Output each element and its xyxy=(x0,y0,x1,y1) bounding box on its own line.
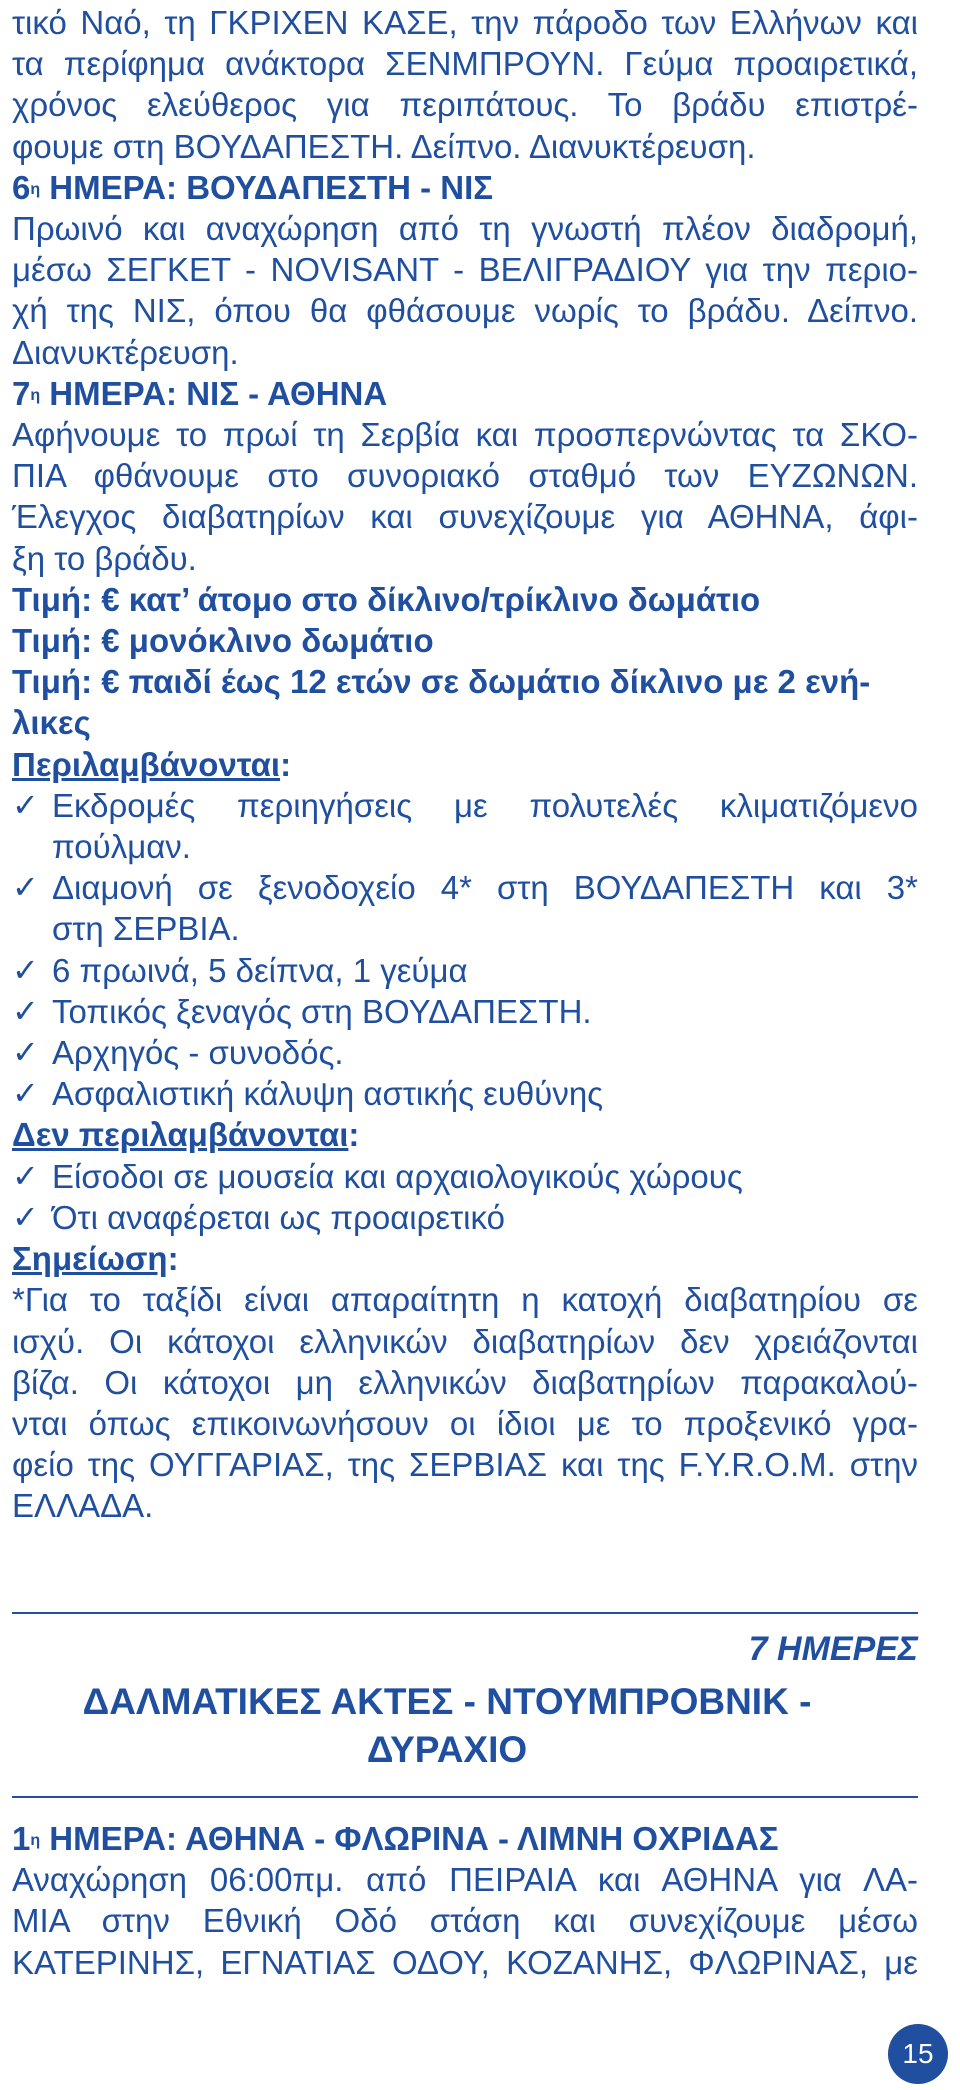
included-item: ✓ 6 πρωινά, 5 δείπνα, 1 γεύμα xyxy=(12,950,918,991)
included-item: ✓ Αρχηγός - συνοδός. xyxy=(12,1032,918,1073)
day6-heading: $6^\eta$ ΗΜΕΡΑ: ΒΟΥΔΑΠΕΣΤΗ - ΝΙΣ xyxy=(12,168,494,206)
intro-line: τα περίφημα ανάκτορα ΣΕΝΜΠΡΟΥΝ. Γεύμα προαιρετικά, xyxy=(12,45,918,83)
price-line: Τιμή: € κατ’ άτομο στο δίκλινο/τρίκλινο δωμάτιο xyxy=(12,580,761,618)
check-icon: ✓ xyxy=(12,1198,39,1235)
section-divider xyxy=(12,1796,918,1798)
note-line: ισχύ. Οι κάτοχοι ελληνικών διαβατηρίων δεν χρειάζονται xyxy=(12,1322,918,1360)
day1-line: ΜΙΑ στην Εθνική Οδό στάση και συνεχίζουμε μέσω xyxy=(12,1902,918,1940)
note-heading: Σημείωση: xyxy=(12,1240,179,1278)
excluded-heading: Δεν περιλαμβάνονται: xyxy=(12,1116,360,1154)
day6-line: Πρωινό και αναχώρηση από τη γνωστή πλέον διαδρομή, xyxy=(12,210,918,248)
day7-line: Έλεγχος διαβατηρίων και συνεχίζουμε για ΑΘΗΝΑ, άφι- xyxy=(12,498,918,536)
day7-line: ΠΙΑ φθάνουμε στο συνοριακό σταθμό των ΕΥΖΩΝΩΝ. xyxy=(12,457,918,495)
day1-line: Αναχώρηση 06:00πμ. από ΠΕΙΡΑΙΑ και ΑΘΗΝΑ για ΛΑ- xyxy=(12,1861,918,1899)
section-divider xyxy=(12,1612,918,1614)
intro-line: φουμε στη ΒΟΥΔΑΠΕΣΤΗ. Δείπνο. Διανυκτέρευση. xyxy=(12,127,756,165)
excluded-item: ✓ Ότι αναφέρεται ως προαιρετικό xyxy=(12,1197,918,1238)
price-line: λικες xyxy=(12,704,91,742)
day7-line: ξη το βράδυ. xyxy=(12,539,197,577)
check-icon: ✓ xyxy=(12,951,39,988)
day6-line: χή της ΝΙΣ, όπου θα φθάσουμε νωρίς το βράδυ. Δείπνο. xyxy=(12,292,918,330)
note-line: νται όπως επικοινωνήσουν οι ίδιοι με το προξενικό γρα- xyxy=(12,1404,918,1442)
day6-line: μέσω ΣΕΓΚΕΤ - NOVISANT - ΒΕΛΙΓΡΑΔΙΟΥ για την περιο- xyxy=(12,251,918,289)
price-line: Τιμή: € μονόκλινο δωμάτιο xyxy=(12,622,434,660)
note-line: ΕΛΛΑΔΑ. xyxy=(12,1487,154,1525)
check-icon: ✓ xyxy=(12,1075,39,1112)
note-line: βίζα. Οι κάτοχοι μη ελληνικών διαβατηρίων παρακαλού- xyxy=(12,1363,918,1401)
included-item: ✓ Διαμονή σε ξενοδοχείο 4* στη ΒΟΥΔΑΠΕΣΤΗ και 3* στη ΣΕΡΒΙΑ. xyxy=(12,869,918,948)
day7-heading: $7^\eta$ ΗΜΕΡΑ: ΝΙΣ - ΑΘΗΝΑ xyxy=(12,374,388,412)
note-line: φείο της ΟΥΓΓΑΡΙΑΣ, της ΣΕΡΒΙΑΣ και της F.Y.R.O.M. στην xyxy=(12,1446,918,1484)
day6-line: Διανυκτέρευση. xyxy=(12,333,239,371)
check-icon: ✓ xyxy=(12,1157,39,1194)
included-item: ✓ Εκδρομές περιηγήσεις με πολυτελές κλιματιζόμενο πούλμαν. xyxy=(12,786,918,866)
check-icon: ✓ xyxy=(12,869,39,906)
day1-line: ΚΑΤΕΡΙΝΗΣ, ΕΓΝΑΤΙΑΣ ΟΔΟΥ, ΚΟΖΑΝΗΣ, ΦΛΩΡΙΝΑΣ, με xyxy=(12,1943,918,1981)
intro-line: τικό Ναό, τη ΓΚΡΙΧΕΝ ΚΑΣΕ, την πάροδο των Ελλήνων και xyxy=(12,4,918,41)
check-icon: ✓ xyxy=(12,786,39,823)
itinerary-text xyxy=(12,2,918,1527)
tour2-day1 xyxy=(12,1818,918,1983)
included-heading: Περιλαμβάνονται: xyxy=(12,745,292,783)
day7-line: Αφήνουμε το πρωί τη Σερβία και προσπερνώντας τα ΣΚΟ- xyxy=(12,416,918,454)
excluded-item: ✓ Είσοδοι σε μουσεία και αρχαιολογικούς χώρους xyxy=(12,1156,918,1197)
included-item: ✓ Τοπικός ξεναγός στη ΒΟΥΔΑΠΕΣΤΗ. xyxy=(12,991,918,1032)
note-line: *Για το ταξίδι είναι απαραίτητη η κατοχή διαβατηρίου σε xyxy=(12,1281,918,1319)
check-icon: ✓ xyxy=(12,1034,39,1071)
tour-duration: 7 ΗΜΕΡΕΣ xyxy=(748,1630,918,1668)
intro-line: χρόνος ελεύθερος για περιπάτους. Το βράδυ επιστρέ- xyxy=(12,86,918,124)
page-number-badge: 15 xyxy=(888,2024,948,2084)
included-item: ✓ Ασφαλιστική κάλυψη αστικής ευθύνης xyxy=(12,1073,918,1114)
tour-title: ΔΑΛΜΑΤΙΚΕΣ ΑΚΤΕΣ - ΝΤΟΥΜΠΡΟΒΝΙΚ - ΔΥΡΑΧΙΟ xyxy=(82,1681,812,1770)
check-icon: ✓ xyxy=(12,992,39,1029)
price-line: Τιμή: € παιδί έως 12 ετών σε δωμάτιο δίκλινο με 2 ενή- xyxy=(12,663,871,701)
day1-heading: $1^\eta$ ΗΜΕΡΑ: ΑΘΗΝΑ - ΦΛΩΡΙΝΑ - ΛΙΜΝΗ ΟΧΡΙΔΑΣ xyxy=(12,1820,779,1857)
